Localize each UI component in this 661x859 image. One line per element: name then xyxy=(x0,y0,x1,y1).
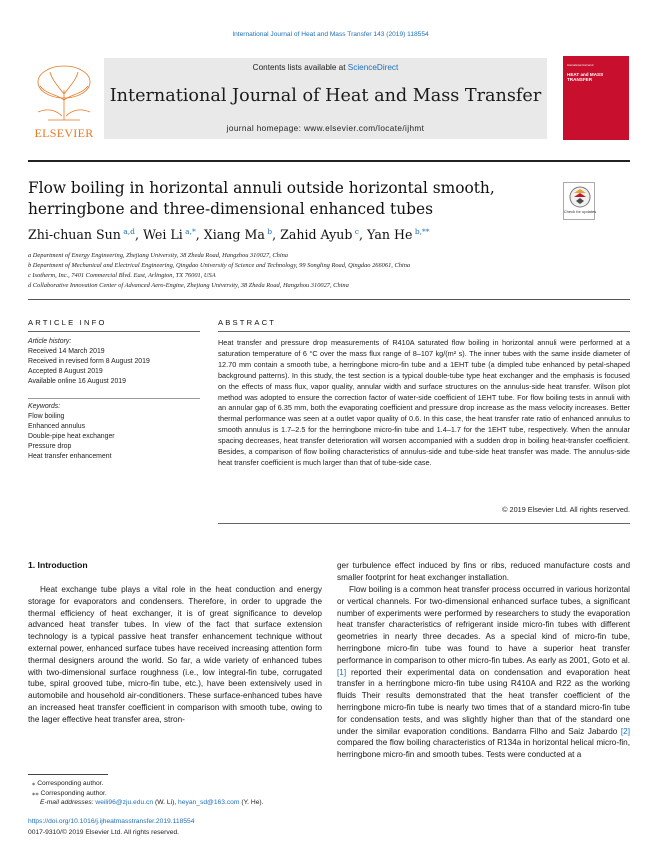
email-link[interactable]: weili96@zju.edu.cn xyxy=(95,799,154,806)
homepage-line xyxy=(104,124,547,133)
author-affil-marker[interactable]: c xyxy=(352,227,360,236)
article-title: Flow boiling in horizontal annuli outside horizontal smooth, herringbone and three-dimensional enhanced tubes xyxy=(28,179,495,218)
header-divider xyxy=(28,160,630,162)
reference-link[interactable]: [1] xyxy=(337,667,347,677)
author-name[interactable]: Yan He xyxy=(367,227,413,243)
article-info-rule xyxy=(28,331,200,332)
homepage-link[interactable]: www.elsevier.com/locate/ijhmt xyxy=(303,124,425,133)
paragraph-text: Flow boiling is a common heat transfer process occurred in various horizontal or vertical channels. For two-dimensional enhanced surface tubes, a significant number of experiments were performed by researchers to study the evaporation heat transfer characteristics of refrigerant inside micro-fin tubes with different geometries in nearly three decades. As a special kind of micro-fin tube, herringbone micro-fin tube was found to have a superior heat transfer performance in comparison to other micro-fin tubes. As early as 2001, Goto et al. xyxy=(337,585,630,665)
issn-line: 0017-9310/© 2019 Elsevier Ltd. All rights reserved. xyxy=(28,829,180,836)
homepage-prefix: journal homepage: xyxy=(226,124,304,133)
keywords-rule xyxy=(28,398,200,399)
affiliation: a Department of Energy Engineering, Zhejiang University, 38 Zheda Road, Hangzhou 310027, China xyxy=(28,252,288,259)
footnote-corresponding: ⁎⁎ Corresponding author. xyxy=(32,790,107,797)
cover-subtitle: International Journal of xyxy=(567,64,594,67)
footnote-emails xyxy=(40,799,264,806)
keywords-label: Keywords: xyxy=(28,403,61,410)
email-owner: (W. Li), xyxy=(153,799,179,806)
contents-prefix: Contents lists available at xyxy=(252,63,348,72)
author-name[interactable]: Wei Li xyxy=(142,227,183,243)
section-heading-introduction: 1. Introduction xyxy=(28,560,88,570)
crossmark-label: Check for updates xyxy=(564,209,596,214)
paragraph-text: compared the flow boiling characteristics of R134a in horizontal helical micro-fin, herringbone micro-fin and smooth tubes. Tests were conducted at a xyxy=(337,738,630,760)
author-affil-marker[interactable]: b xyxy=(264,227,273,236)
affiliation: d Collaborative Innovation Center of Advanced Aero-Engine, Zhejiang University, 38 Zheda Road, Hangzhou 310027, China xyxy=(28,282,349,289)
reference-link[interactable]: [2] xyxy=(620,726,630,736)
history-label: Article history: xyxy=(28,338,72,345)
crossmark-badge[interactable] xyxy=(563,182,595,220)
affiliation: b Department of Mechanical and Electrical Engineering, Qingdao University of Science and Technology, 99 Songling Road, Qingdao 266061, China xyxy=(28,262,411,269)
keyword: Pressure drop xyxy=(28,443,72,450)
sciencedirect-link[interactable]: ScienceDirect xyxy=(347,63,399,72)
author-list: Zhi-chuan Sun $^{a,d}$, Wei Li $^{a,*}$, Xiang Ma $^b$, Zahid Ayub $^c$, Yan He $^{b,**}$ xyxy=(28,227,430,243)
abstract-heading: ABSTRACT xyxy=(218,318,277,327)
footnote-rule xyxy=(28,774,108,775)
body-text-right-continuation: ger turbulence effect induced by fins or ribs, reduced manufacture costs and smaller footprint for heat exchanger installation. xyxy=(337,561,630,582)
abstract-end-rule xyxy=(218,523,630,524)
email-owner: (Y. He). xyxy=(239,799,264,806)
paragraph-text: reported their experimental data on condensation and evaporation heat transfer in a herringbone micro-fin tube using R410A and R22 as the working fluids Their results demonstrated that the heat transfer coefficient of the herringbone micro-fin tube is nearly two times that of a standard micro-fin tube for condensation tests, and was slightly higher than that of the standard one under the similar evaporation conditions. Bandarra Filho and Saiz Jabardo xyxy=(337,667,630,736)
doi-link[interactable]: https://doi.org/10.1016/j.ijheatmasstransfer.2019.118554 xyxy=(28,818,195,825)
body-text-right-paragraph xyxy=(337,584,630,761)
contents-line xyxy=(104,63,547,72)
copyright-notice: © 2019 Elsevier Ltd. All rights reserved. xyxy=(502,505,630,514)
body-text-left-column: Heat exchange tube plays a vital role in the heat conduction and energy storage for evaporators and condensers. Therefore, in order to upgrade the thermal efficiency of heat exchanger, it is of great significance to develop advanced heat transfer tubes. In view of the fact that surface extension technology is a typical passive heat transfer enhancement technique without external power, enhanced surface tubes have received increasing attention form thermal designers around the world. So far, a wide variety of enhanced tubes with two-dimensional surface roughness (i.e., low integral-fin tube, corrugated tube, spiral grooved tube, micro-fin tube, etc.), have been extensively used in automobile and household air-conditioners. These surface-enhanced tubes have an increased heat transfer coefficient in comparison with smooth tube, owing to the lager effective heat transfer area, stron- xyxy=(28,585,322,724)
author-affil-marker[interactable]: a,d xyxy=(120,227,135,236)
article-info-heading: ARTICLE INFO xyxy=(28,318,107,327)
journal-title: International Journal of Heat and Mass Transfer xyxy=(109,86,542,106)
cover-title: HEAT and MASS TRANSFER xyxy=(567,72,604,83)
keyword: Flow boiling xyxy=(28,413,65,420)
keyword: Enhanced annulus xyxy=(28,423,86,430)
author-affil-marker[interactable]: b,** xyxy=(412,227,430,236)
affiliation: c Isotherm, Inc., 7401 Commercial Blvd. East, Arlington, TX 76001, USA xyxy=(28,272,216,279)
journal-citation[interactable]: International Journal of Heat and Mass Transfer 143 (2019) 118554 xyxy=(232,31,429,38)
affiliation-divider xyxy=(28,299,630,300)
footnote-corresponding: ⁎ Corresponding author. xyxy=(32,780,104,787)
email-link[interactable]: heyan_sd@163.com xyxy=(178,799,240,806)
history-item: Available online 16 August 2019 xyxy=(28,378,126,385)
author-affil-marker[interactable]: a,* xyxy=(182,227,196,236)
history-item: Received 14 March 2019 xyxy=(28,348,105,355)
abstract-rule xyxy=(218,331,630,332)
email-label: E-mail addresses: xyxy=(40,799,96,806)
history-item: Accepted 8 August 2019 xyxy=(28,368,103,375)
elsevier-wordmark: ELSEVIER xyxy=(34,126,94,140)
keyword: Heat transfer enhancement xyxy=(28,453,112,460)
abstract-text: Heat transfer and pressure drop measurements of R410A saturated flow boiling in horizontal annuli were performed at a saturation temperature of 6 °C over the mass flux range of 8–107 kg/(m² s). The inner tubes with the same inside diameter of 12.70 mm contain a smooth tube, a herringbone micro-fin tube and a 1EHT tube (a dimpled tube enhanced by petal-shaped background patterns). In this study, the test section is a typical double-tube type heat exchanger and the emphasis is focused on the effects of mass flux, vapor quality, annular width and surface structures on the annulus-side heat transfer. Wilson plot method was adopted to ensure the correction factor of water-side coefficient of 1EHT tube. For flow boiling tests in annuli with an annular gap of 6.35 mm, both the evaporating coefficient and pressure drop increase as the mass velocity increases. Better thermal performance was seen at a outlet vapor quality of 0.6. In this case, the heat transfer rate ratio of enhanced annulus to smooth annulus is 1.7–2.5 for the herringbone micro-fin tube and 1.4–1.7 for the 1EHT tube, respectively. When the annular spacing decreases, heat transfer deterioration will worsen accompanied with a sudden drop in boiling heat-transfer coefficient. Besides, a comparison of flow boiling characteristics of annulus-side and tube-side heat transfer was made. The annulus-side heat transfer coefficient is much larger than that of tube-side case. xyxy=(218,338,630,467)
author-name[interactable]: Xiang Ma xyxy=(203,227,265,243)
author-name[interactable]: Zhi-chuan Sun xyxy=(28,227,121,243)
author-name[interactable]: Zahid Ayub xyxy=(280,227,353,243)
journal-cover-image xyxy=(563,56,629,140)
keyword: Double-pipe heat exchanger xyxy=(28,433,115,440)
history-item: Received in revised form 8 August 2019 xyxy=(28,358,150,365)
